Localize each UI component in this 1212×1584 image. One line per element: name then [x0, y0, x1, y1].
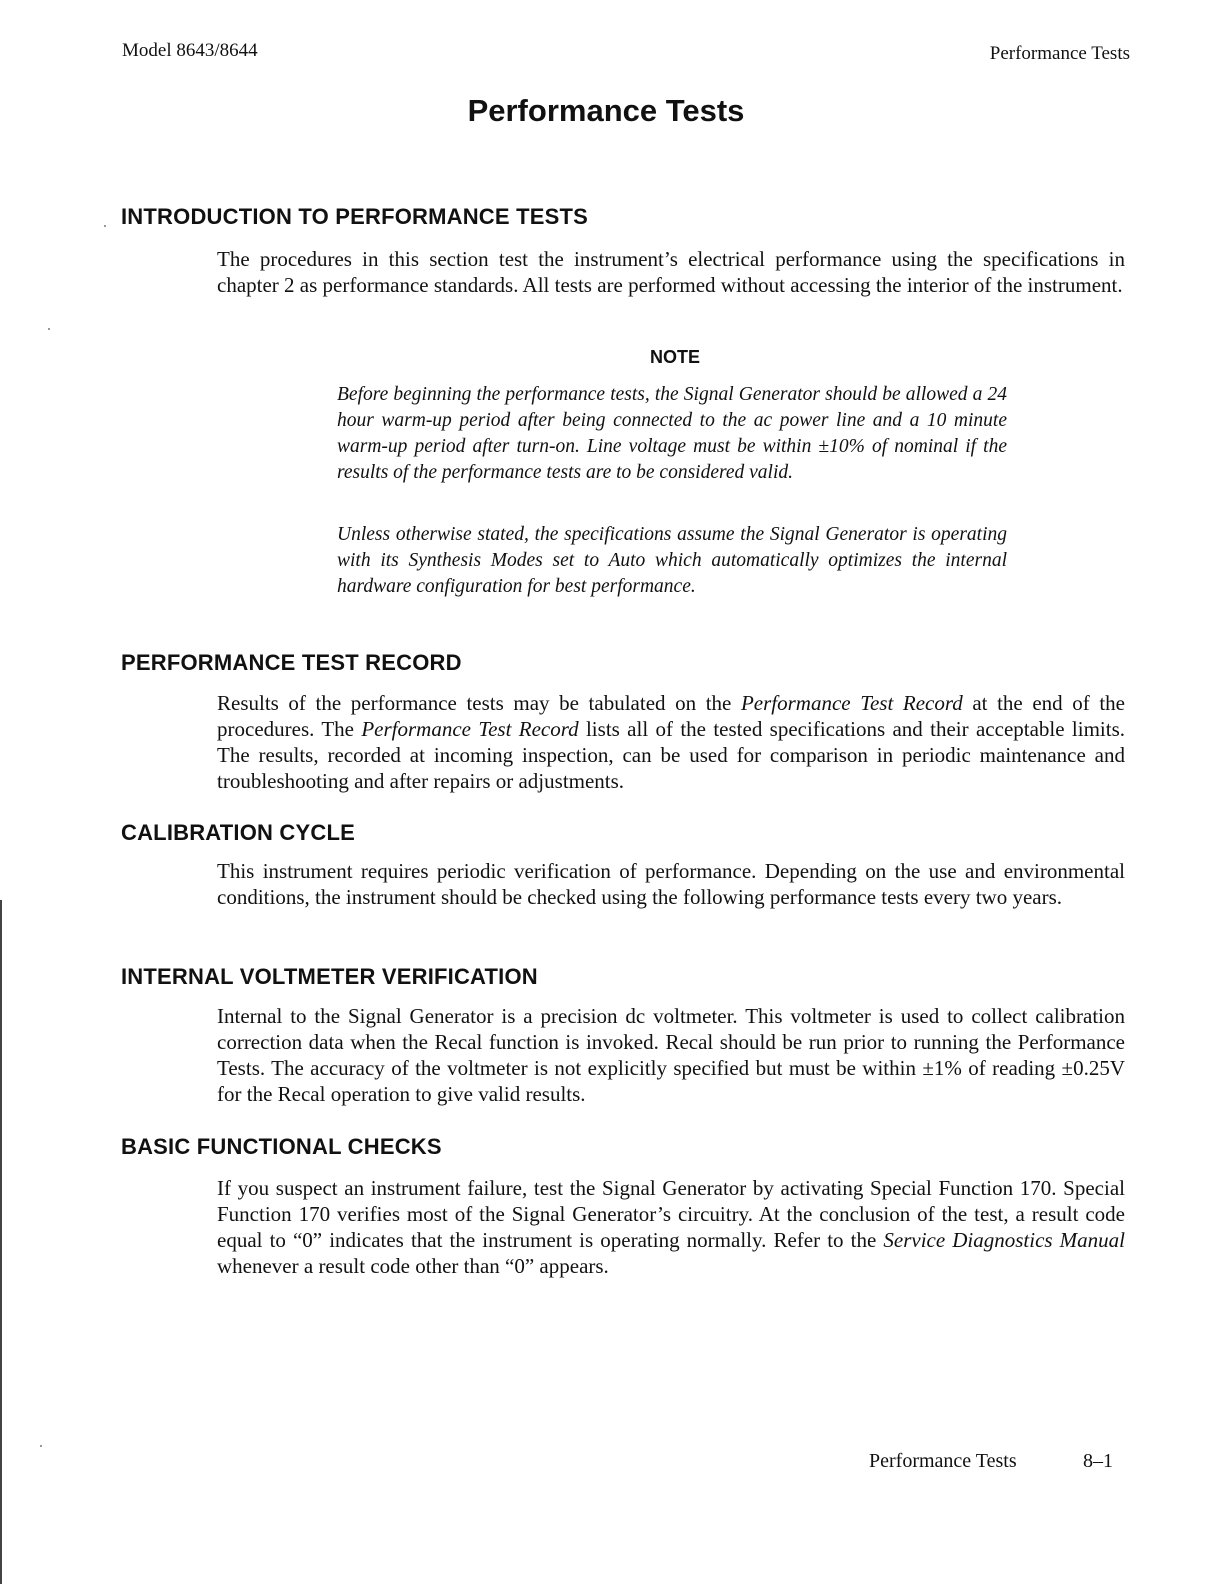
manual-title-reference: Service Diagnostics Manual	[883, 1228, 1126, 1252]
scan-mark	[40, 1445, 42, 1447]
scan-edge	[0, 900, 2, 1584]
record-title-reference: Performance Test Record	[361, 717, 579, 741]
paragraph-introduction: The procedures in this section test the instrument’s electrical performance using the specifications in chapter 2 as performance standards. All tests are performed without accessing the interior of the instrument.	[217, 247, 1125, 297]
record-text: Results of the performance tests may be tabulated on the	[217, 691, 741, 715]
functional-text: whenever a result code other than “0” appears.	[217, 1254, 609, 1278]
heading-internal-voltmeter: INTERNAL VOLTMETER VERIFICATION	[121, 964, 538, 989]
note-paragraph-warmup: Before beginning the performance tests, the Signal Generator should be allowed a 24 hour warm-up period after being connected to the ac power line and a 10 minute warm-up period after turn-on. Line voltage must be within ±10% of nominal if the results of the performance tests are to be considered valid.	[337, 384, 1007, 483]
record-text: lists all of the tested specifications and their acceptable limits. The results, recorded at incoming inspection, can be used for comparison in periodic maintenance and troubleshooting and after repairs or adjustments.	[217, 717, 1126, 793]
paragraph-basic-functional-checks	[217, 1175, 1125, 1279]
note-paragraph-synthesis: Unless otherwise stated, the specifications assume the Signal Generator is operating with its Synthesis Modes set to Auto which automatically optimizes the internal hardware configuration for best performance.	[337, 524, 1007, 597]
paragraph-internal-voltmeter: Internal to the Signal Generator is a precision dc voltmeter. This voltmeter is used to collect calibration correction data when the Recal function is invoked. Recal should be run prior to running the Performance Tests. The accuracy of the voltmeter is not explicitly specified but must be within ±1% of reading ±0.25V for the Recal operation to give valid results.	[217, 1004, 1125, 1106]
heading-performance-test-record: PERFORMANCE TEST RECORD	[121, 650, 462, 675]
footer-section: Performance Tests	[869, 1450, 1017, 1472]
paragraph-performance-test-record	[217, 690, 1125, 794]
heading-introduction: INTRODUCTION TO PERFORMANCE TESTS	[121, 204, 588, 229]
heading-basic-functional-checks: BASIC FUNCTIONAL CHECKS	[121, 1134, 442, 1159]
header-section: Performance Tests	[989, 43, 1130, 64]
record-title-reference: Performance Test Record	[740, 691, 963, 715]
note-label: NOTE	[649, 347, 700, 367]
functional-text: If you suspect an instrument failure, test the Signal Generator by activating Special Function 170. Special Function 170 verifies most of the Signal Generator’s circuitry. At the conclusion of the test, a result code equal to “0” indicates that the instrument is operating normally. Refer to the	[217, 1176, 1125, 1252]
paragraph-calibration-cycle: This instrument requires periodic verification of performance. Depending on the use and environmental conditions, the instrument should be checked using the following performance tests every two years.	[217, 859, 1125, 909]
scan-mark	[48, 328, 50, 330]
scan-mark	[104, 225, 106, 227]
header-model: Model 8643/8644	[122, 40, 258, 61]
footer-page-number: 8–1	[1083, 1450, 1113, 1472]
page-title: Performance Tests	[467, 93, 745, 128]
heading-calibration-cycle: CALIBRATION CYCLE	[121, 820, 355, 845]
record-text: at the end of the procedures. The	[217, 691, 1125, 741]
